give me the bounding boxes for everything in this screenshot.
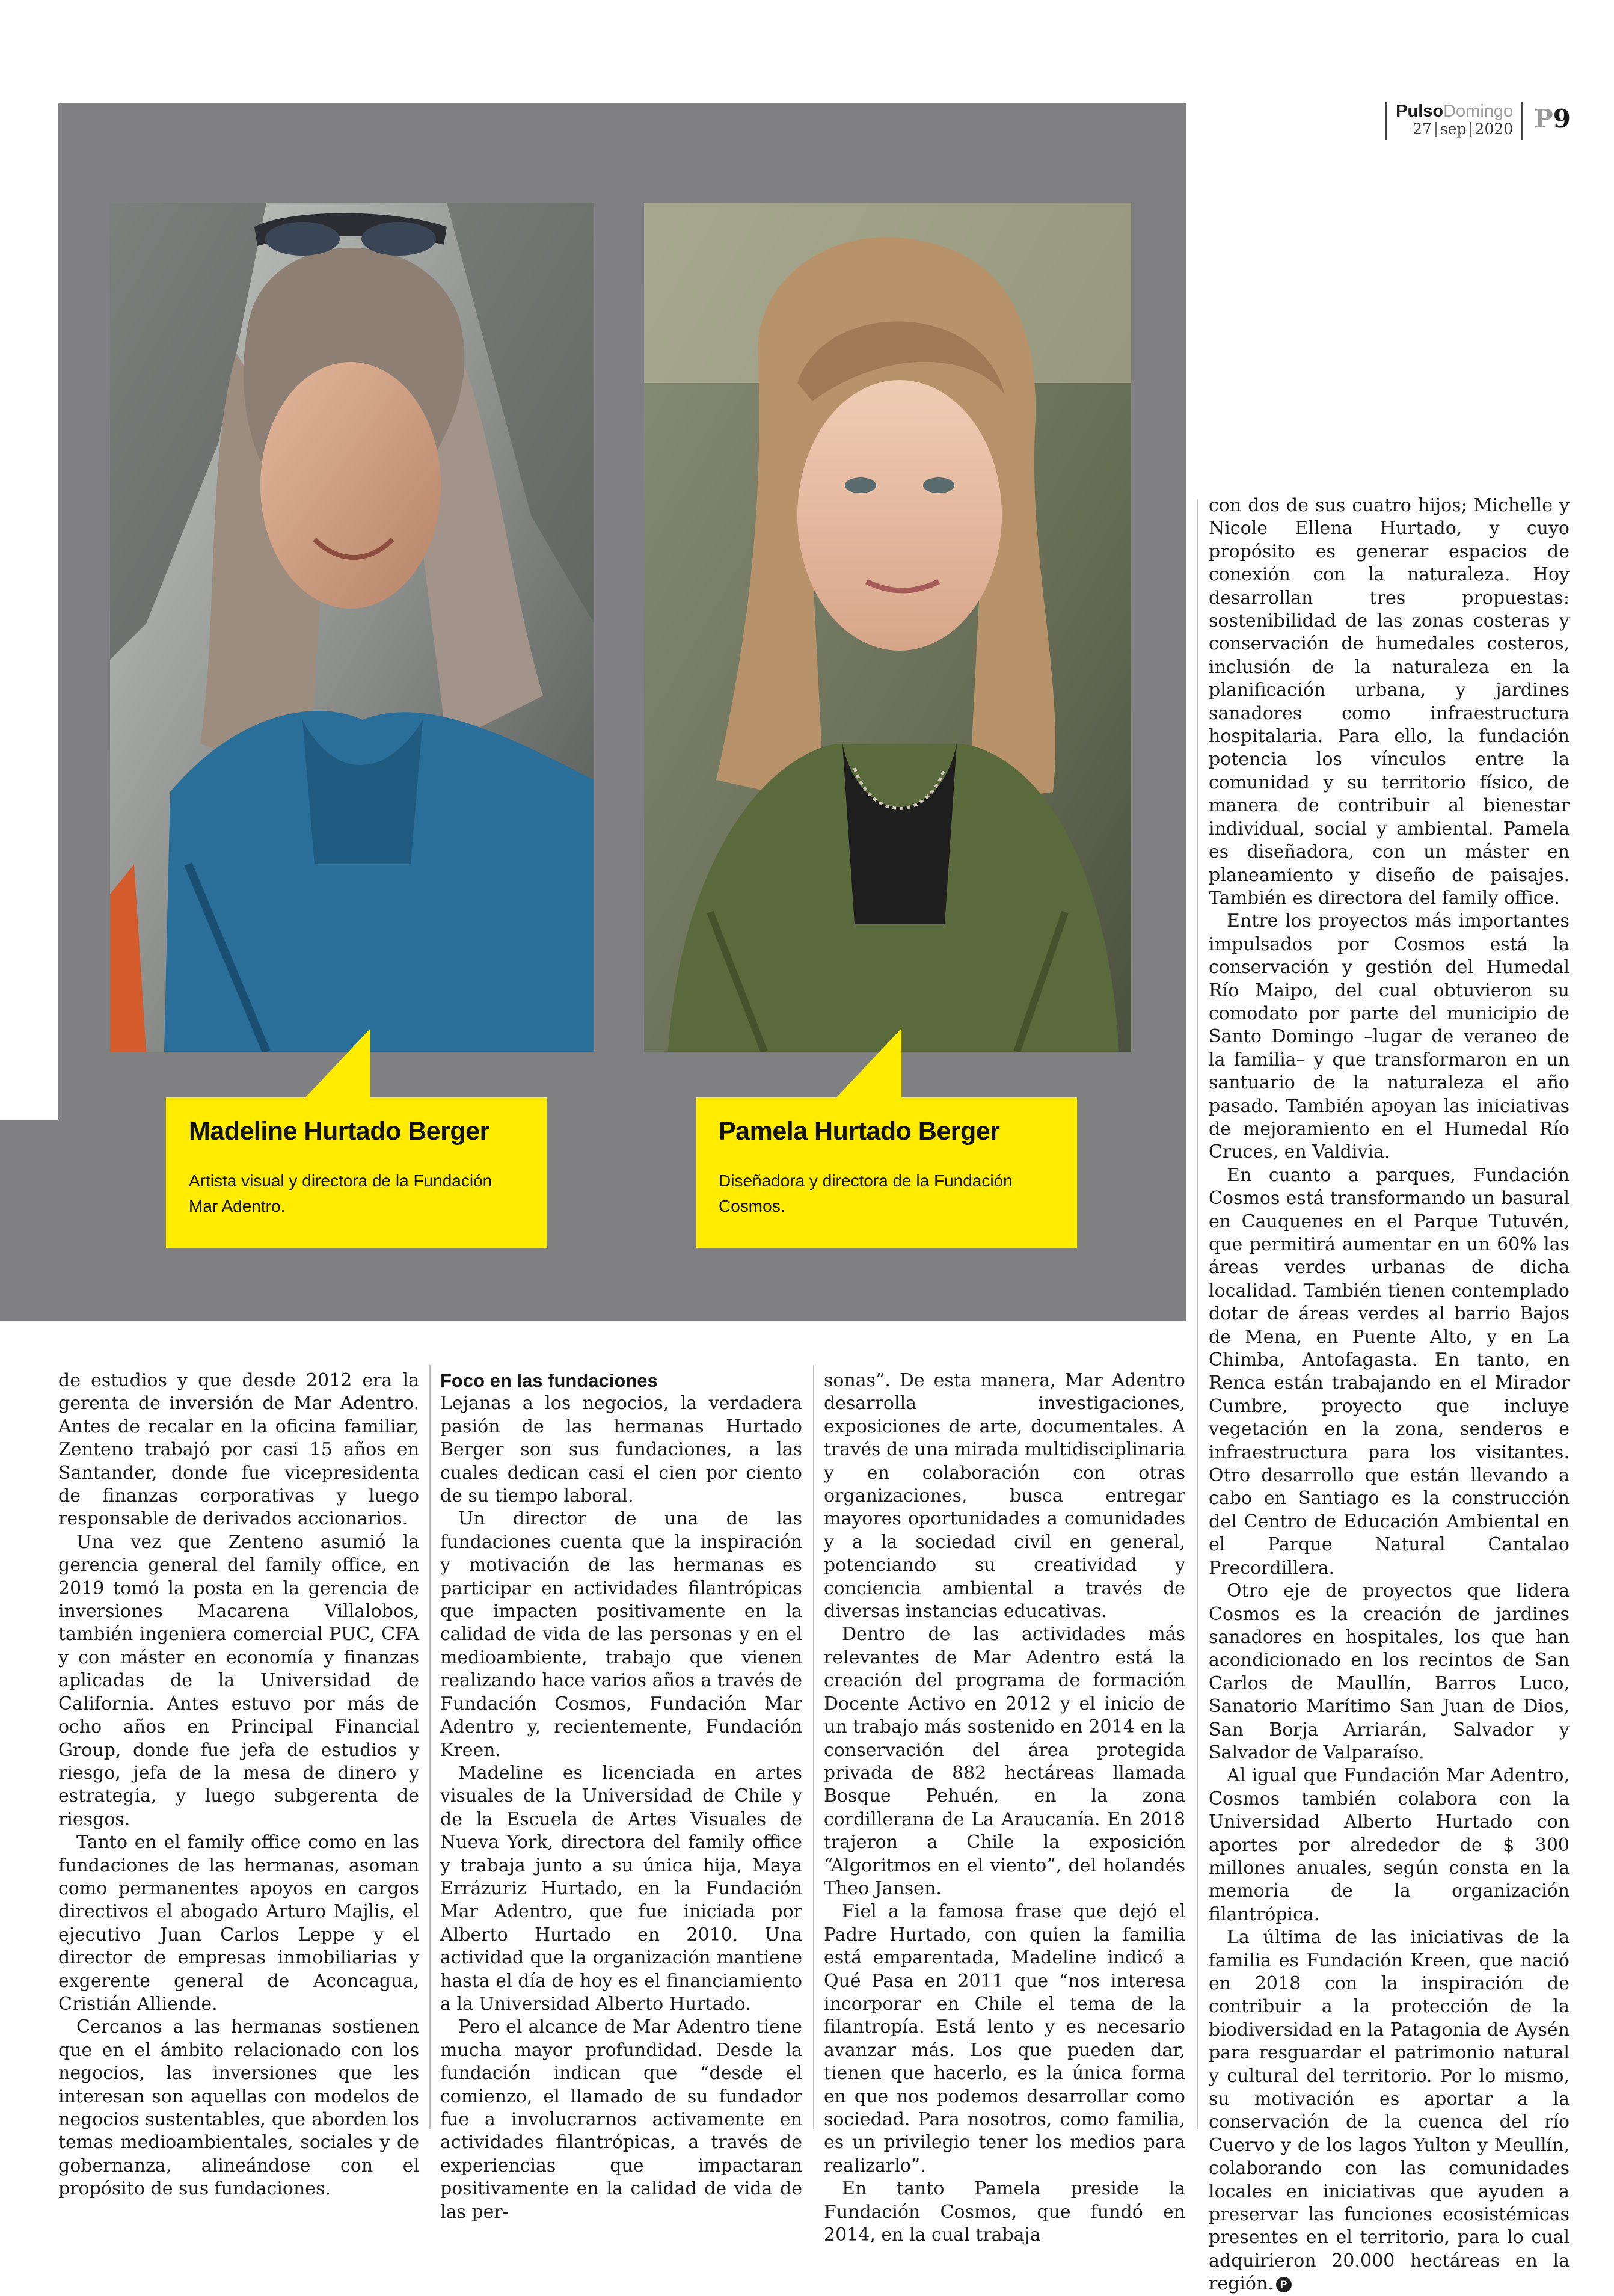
caption-pointer [836, 1028, 901, 1097]
caption-pointer [305, 1028, 370, 1097]
page-number [1534, 102, 1571, 136]
paragraph-text: La última de las iniciativas de la familia es Fundación Kreen, que nació en 2018 con la inspiración de contribuir a la protección de la biodiversidad en la Patagonia de Aysén para resguardar el patrimonio natural y cultural del territorio. Por lo mismo, su motivación es aportar a la conservación de la cuenca del río Cuervo y de los lagos Yulton y Meullín, colaborando con las comunidades locales en iniciativas que ayuden a preservar las funciones ecosistémicas presentes en el territorio, para lo cual adquirieron 20.000 hectáreas en la región. [1209, 1927, 1570, 2295]
paragraph: Cercanos a las hermanas sostienen que en el ámbito relacionado con los negocios, las inversiones que les interesan son aquellas con modelos de negocios sustentables, que aborden los temas medioambientales, sociales y de gobernanza, alineándose con el propósito de sus fundaciones. [58, 2016, 419, 2200]
paragraph-last [1209, 1926, 1570, 2296]
caption-role: Diseñadora y directora de la Fundación Cosmos. [719, 1171, 1013, 1215]
paragraph: En cuanto a parques, Fundación Cosmos está transformando un basural en Cauquenes en el Parque Tutuvén, que permitirá aumentar en un 60% las áreas verdes urbanas de dicha localidad. También tienen contemplado dotar de áreas verdes al barrio Bajos de Mena, en Puente Alto, y en La Chimba, Antofagasta. En tanto, en Renca están trabajando en el Mirador Cumbre, proyecto que incluye vegetación en la zona, senderos e infraestructura para los visitantes. Otro desarrollo que están llevando a cabo en Santiago es la construcción del Centro de Educación Ambiental en el Parque Natural Cantalao Precordillera. [1209, 1164, 1570, 1579]
paragraph: Otro eje de proyectos que lidera Cosmos es la creación de jardines sanadores en hospitales, los que han acondicionado en los recintos de San Carlos de Maullín, Barros Luco, Sanatorio Marítimo San Juan de Dios, San Borja Arriarán, Salvador y Salvador de Valparaíso. [1209, 1580, 1570, 1763]
portrait-photo-madeline [110, 203, 594, 1052]
date-separator [1435, 122, 1437, 137]
publication-title [1396, 102, 1513, 120]
caption-role: Artista visual y directora de la Fundación Mar Adentro. [189, 1171, 492, 1215]
paragraph: con dos de sus cuatro hijos; Michelle y Nicole Ellena Hurtado, y cuyo propósito es generar espacios de conexión con la naturaleza. Hoy desarrollan tres propuestas: sostenibilidad de las zonas costeras y conservación de humedales costeros, inclusión de la naturaleza en la planificación urbana, y jardines sanadores como infraestructura hospitalaria. Para ello, la fundación potencia los vínculos entre la comunidad y su territorio físico, de manera de contribuir al bienestar individual, social y ambiental. Pamela es diseñadora, con un máster en planeamiento y diseño de paisajes. También es directora del family office. [1209, 495, 1570, 909]
brand-light: Domingo [1443, 102, 1514, 121]
column-divider [813, 1365, 814, 2129]
article-column-3 [824, 1369, 1185, 2247]
paragraph: Un director de una de las fundaciones cuenta que la inspiración y motivación de las hermanas es participar en actividades filantrópicas que impacten positivamente en la calidad de vida de las personas y en el medioambiente, trabajo que vienen realizando hace varios años a través de Fundación Cosmos, Fundación Mar Adentro y, recientemente, Fundación Kreen. [440, 1508, 802, 1761]
caption-name: Madeline Hurtado Berger [189, 1117, 489, 1146]
paragraph: Madeline es licenciada en artes visuales de la Universidad de Chile y de la Escuela de Artes Visuales de Nueva York, directora del family office y trabaja junto a su única hija, Maya Errázuriz Hurtado, en la Fundación Mar Adentro, que fue iniciada por Alberto Hurtado en 2010. Una actividad que la organización mantiene hasta el día de hoy es el financiamiento a la Universidad Alberto Hurtado. [440, 1762, 802, 2015]
page-number-value: 9 [1553, 104, 1571, 134]
date-year: 2020 [1474, 120, 1514, 138]
article-column-2 [440, 1369, 802, 2224]
paragraph: Tanto en el family office como en las fundaciones de las hermanas, asoman como permanentes apoyos en cargos directivos el abogado Arturo Majlis, el ejecutivo Juan Carlos Leppe y el director de empresas inmobiliarias y exgerente general de Aconcagua, Cristián Alliende. [58, 1832, 419, 2015]
paragraph: En tanto Pamela preside la Fundación Cosmos, que fundó en 2014, en la cual trabaja [824, 2178, 1185, 2246]
page-header [1385, 102, 1571, 140]
paragraph: Dentro de las actividades más relevantes de Mar Adentro está la creación del programa de formación Docente Activo en 2012 y el inicio de un trabajo más sostenido en 2014 en la conservación del área protegida privada de 882 hectáreas llamada Bosque Pehuén, en la zona cordillerana de La Araucanía. En 2018 trajeron a Chile la exposición “Algoritmos en el viento”, del holandés Theo Jansen. [824, 1624, 1185, 1899]
paragraph: sonas”. De esta manera, Mar Adentro desarrolla investigaciones, exposiciones de arte, documentales. A través de una mirada multidisciplinaria y en colaboración con otras organizaciones, busca entregar mayores oportunidades a comunidades y a la sociedad civil en general, potenciando su creatividad y conciencia ambiental a través de diversas instancias educativas. [824, 1370, 1185, 1622]
article-column-4 [1209, 494, 1570, 2296]
date-day: 27 [1413, 120, 1432, 138]
brand-bold: Pulso [1396, 102, 1444, 121]
caption-name: Pamela Hurtado Berger [719, 1117, 1000, 1146]
header-divider [1521, 102, 1523, 140]
paragraph: Entre los proyectos más importantes impulsados por Cosmos está la conservación y gestión del Humedal Río Maipo, del cual obtuvieron su comodato por parte del municipio de Santo Domingo –lugar de veraneo de la familia– y que transformaron en un santuario de la naturaleza el año pasado. También apoyan las iniciativas de mejoramiento en el Humedal Río Cruces, en Valdivia. [1209, 910, 1570, 1163]
paragraph: Una vez que Zenteno asumió la gerencia general del family office, en 2019 tomó la posta en la gerencia de inversiones Macarena Villalobos, también ingeniera comercial PUC, CFA y con máster en economía y finanzas aplicadas de la Universidad de California. Antes estuvo por más de ocho años en Principal Financial Group, donde fue jefa de estudios y riesgo, jefa de la mesa de dinero y estrategia, y luego subgerenta de riesgos. [58, 1531, 419, 1830]
publication-date [1413, 120, 1513, 138]
paragraph: Pero el alcance de Mar Adentro tiene mucha mayor profundidad. Desde la fundación indican que “desde el comienzo, el llamado de su fundador fue a involucrarnos activamente en actividades filantrópicas, a través de experiencias que impactaran positivamente en la calidad de vida de las per- [440, 2016, 802, 2223]
caption-pamela [696, 1097, 1077, 1248]
paragraph: Lejanas a los negocios, la verdadera pasión de las hermanas Hurtado Berger son sus fundaciones, a las cuales dedican casi el cien por ciento de su tiempo laboral. [440, 1393, 802, 1507]
portrait-illustration-pamela [644, 203, 1131, 1052]
paragraph: Al igual que Fundación Mar Adentro, Cosmos también colabora con la Universidad Alberto Hurtado con aportes por alrededor de $ 300 millones anuales, según consta en la memoria de la organización filantrópica. [1209, 1765, 1570, 1925]
date-month: sep [1440, 120, 1467, 138]
portrait-photo-pamela [644, 203, 1131, 1052]
header-divider [1385, 102, 1387, 140]
article-column-1 [58, 1369, 419, 2201]
paragraph: Fiel a la famosa frase que dejó el Padre Hurtado, con quien la familia está emparentada, Madeline indicó a Qué Pasa en 2011 que “nos interesa incorporar en Chile el tema de la filantropía. Está lento y es necesario avanzar más. Los que pueden dar, tienen que hacerlo, es la única forma en que nos podemos desarrollar como sociedad. Para nosotros, como familia, es un privilegio tener los medios para realizarlo”. [824, 1901, 1185, 2176]
paragraph: de estudios y que desde 2012 era la gerenta de inversión de Mar Adentro. Antes de recalar en la oficina familiar, Zenteno trabajó por casi 15 años en Santander, donde fue vicepresidenta de finanzas corporativas y luego responsable de derivados accionarios. [58, 1370, 419, 1530]
date-separator [1470, 122, 1471, 137]
column-divider [429, 1365, 431, 2129]
page-prefix: P [1534, 104, 1553, 134]
header-block [1396, 102, 1513, 138]
caption-madeline [166, 1097, 547, 1248]
section-heading: Foco en las fundaciones [440, 1370, 658, 1391]
photo-panel-extension [0, 1120, 58, 1321]
end-of-article-icon: P [1276, 2277, 1292, 2292]
column-divider [1197, 499, 1198, 2129]
portrait-illustration-madeline [110, 203, 594, 1052]
